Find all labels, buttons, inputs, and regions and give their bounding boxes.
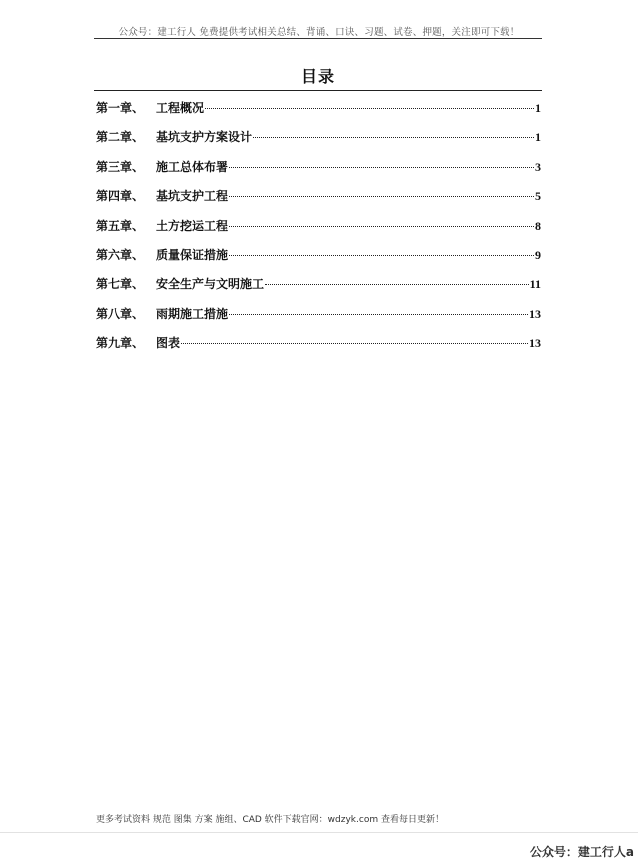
footer-note: 更多考试资料 规范 图集 方案 施组、CAD 软件下载官网：wdzyk.com 查看每日更新！ [96,815,444,825]
toc-chapter-label: 第七章、 [96,277,145,292]
table-of-contents [96,100,541,365]
toc-page-number: 3 [535,159,541,174]
footer-divider [0,832,638,833]
toc-entry-title: 安全生产与文明施工 [156,277,265,292]
toc-dot-leader [265,284,529,285]
toc-dot-leader [205,108,534,109]
toc-page-number: 13 [529,306,541,321]
toc-chapter-label: 第三章、 [96,159,145,174]
toc-entry-title: 工程概况 [156,101,205,115]
toc-entry-title: 土方挖运工程 [156,218,229,233]
toc-entry-title: 施工总体布署 [156,159,229,174]
toc-page-number: 1 [535,130,541,145]
toc-entry-4[interactable] [96,188,541,217]
toc-chapter-label: 第八章、 [96,306,145,321]
toc-page-number: 13 [529,336,541,351]
toc-chapter-label: 第二章、 [96,130,145,145]
toc-entry-8[interactable] [96,306,541,335]
toc-page-number: 11 [529,277,541,292]
page-title: 目录 [300,67,335,86]
toc-page-number: 1 [535,101,541,115]
toc-dot-leader [229,196,534,197]
watermark-text: 公众号：建工行人a [529,845,634,859]
toc-page-number: 8 [535,218,541,233]
toc-dot-leader [229,314,528,315]
toc-chapter-label: 第一章、 [96,101,145,115]
toc-entry-2[interactable] [96,129,541,158]
toc-chapter-label: 第九章、 [96,336,145,351]
title-divider [94,90,542,91]
header-banner: 公众号：建工行人 免费提供考试相关总结、背诵、口诀、习题、试卷、押题，关注即可下载！ [118,27,520,38]
toc-dot-leader [229,255,534,256]
header-divider [94,38,542,39]
toc-page-number: 5 [535,189,541,204]
toc-dot-leader [229,226,534,227]
toc-entry-title: 基坑支护方案设计 [156,130,253,145]
toc-entry-9[interactable] [96,335,541,364]
toc-chapter-label: 第四章、 [96,189,145,204]
toc-dot-leader [253,137,534,138]
toc-entry-title: 图表 [156,336,181,351]
toc-entry-3[interactable] [96,159,541,188]
toc-dot-leader [229,167,534,168]
toc-chapter-label: 第六章、 [96,247,145,262]
toc-dot-leader [181,343,528,344]
toc-chapter-label: 第五章、 [96,218,145,233]
toc-entry-title: 质量保证措施 [156,247,229,262]
toc-page-number: 9 [535,247,541,262]
toc-entry-title: 雨期施工措施 [156,306,229,321]
toc-entry-6[interactable] [96,247,541,276]
toc-entry-5[interactable] [96,218,541,247]
toc-entry-title: 基坑支护工程 [156,189,229,204]
toc-entry-7[interactable] [96,276,541,305]
toc-entry-1[interactable] [96,100,541,129]
